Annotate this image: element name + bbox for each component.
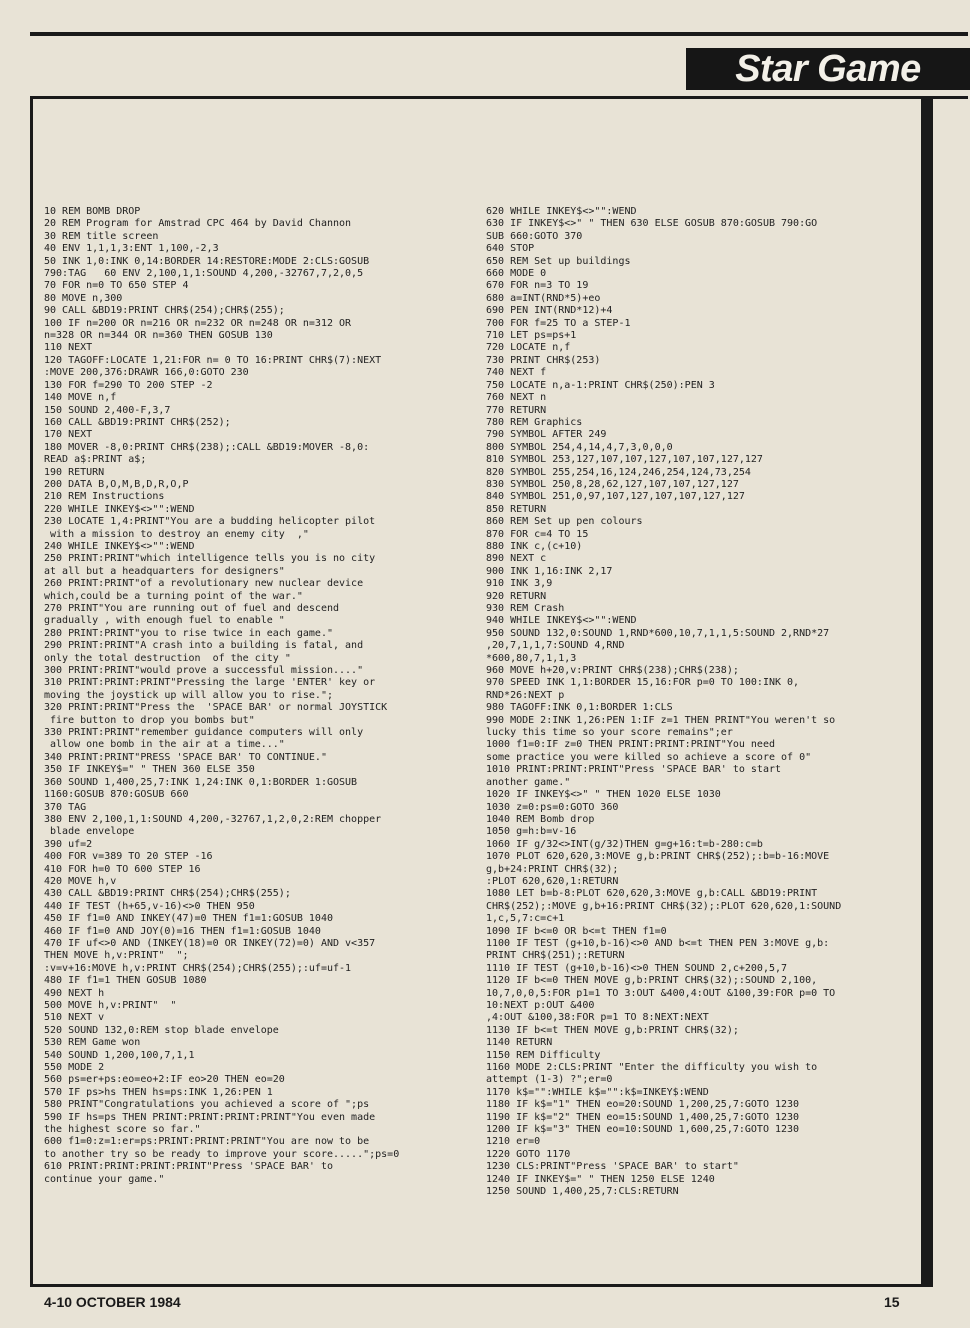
- code-line: 30 REM title screen: [44, 230, 159, 242]
- code-line: continue your game.": [44, 1173, 165, 1185]
- top-rule: [30, 32, 968, 36]
- code-line: ,4:OUT &100,38:FOR p=1 TO 8:NEXT:NEXT: [486, 1012, 709, 1024]
- code-line: 1080 LET b=b-8:PLOT 620,620,3:MOVE g,b:CALL &BD19:PRINT: [486, 888, 818, 900]
- code-line: 980 TAGOFF:INK 0,1:BORDER 1:CLS: [486, 702, 673, 714]
- code-line: 190 RETURN: [44, 466, 105, 478]
- code-line: which,could be a turning point of the war.": [44, 590, 303, 602]
- listing-right-column: [486, 206, 910, 1199]
- code-line: to another try so be ready to improve your score.....";ps=0: [44, 1148, 400, 1160]
- code-line: 620 WHILE INKEY$<>"":WEND: [486, 206, 637, 217]
- code-line: 250 PRINT:PRINT"which intelligence tells you is no city: [44, 553, 376, 565]
- code-line: 1210 er=0: [486, 1136, 541, 1148]
- code-line: some practice you were killed so achieve a score of 0": [486, 751, 812, 763]
- code-line: 490 NEXT h: [44, 987, 105, 999]
- code-line: 380 ENV 2,100,1,1:SOUND 4,200,-32767,1,2,0,2:REM chopper: [44, 813, 382, 825]
- code-line: :PLOT 620,620,1:RETURN: [486, 875, 619, 887]
- code-line: 440 IF TEST (h+65,v-16)<>0 THEN 950: [44, 900, 255, 912]
- code-line: 230 LOCATE 1,4:PRINT"You are a budding helicopter pilot: [44, 516, 376, 528]
- code-line: 1140 RETURN: [486, 1037, 553, 1049]
- code-line: at all but a headquarters for designers": [44, 565, 285, 577]
- code-line: 210 REM Instructions: [44, 491, 165, 503]
- code-line: 910 INK 3,9: [486, 578, 553, 590]
- code-line: 760 NEXT n: [486, 392, 547, 404]
- code-line: only the total destruction of the city ": [44, 652, 291, 664]
- code-line: 50 INK 1,0:INK 0,14:BORDER 14:RESTORE:MODE 2:CLS:GOSUB: [44, 255, 370, 267]
- code-line: 660 MODE 0: [486, 268, 547, 280]
- code-line: 820 SYMBOL 255,254,16,124,246,254,124,73,254: [486, 466, 751, 478]
- code-line: 1090 IF b<=0 OR b<=t THEN f1=0: [486, 925, 667, 937]
- code-line: CHR$(252);:MOVE g,b+16:PRINT CHR$(32);:PLOT 620,620,1:SOUND: [486, 900, 842, 912]
- code-line: moving the joystick up will allow you to rise.";: [44, 689, 333, 701]
- code-line: 860 REM Set up pen colours: [486, 516, 643, 528]
- code-line: 590 IF hs=ps THEN PRINT:PRINT:PRINT:PRINT"You even made: [44, 1111, 376, 1123]
- code-line: 370 TAG: [44, 801, 87, 813]
- code-line: 170 NEXT: [44, 429, 93, 441]
- code-line: READ a$:PRINT a$;: [44, 454, 147, 466]
- code-line: 1100 IF TEST (g+10,b-16)<>0 AND b<=t THEN PEN 3:MOVE g,b:: [486, 937, 830, 949]
- code-line: attempt (1-3) ?";er=0: [486, 1074, 613, 1086]
- code-line: 680 a=INT(RND*5)+eo: [486, 292, 601, 304]
- code-line: RND*26:NEXT p: [486, 689, 565, 701]
- code-line: 720 LOCATE n,f: [486, 342, 571, 354]
- code-line: 1180 IF k$="1" THEN eo=20:SOUND 1,200,25,7:GOTO 1230: [486, 1099, 800, 1111]
- code-line: 940 WHILE INKEY$<>"":WEND: [486, 615, 637, 627]
- page-number: 15: [884, 1294, 900, 1310]
- code-line: blade envelope: [44, 826, 135, 838]
- code-line: 1060 IF g/32<>INT(g/32)THEN g=g+16:t=b-280:c=b: [486, 838, 763, 850]
- code-line: :v=v+16:MOVE h,v:PRINT CHR$(254);CHR$(255);:uf=uf-1: [44, 962, 352, 974]
- header-rule: [30, 96, 968, 99]
- code-line: 200 DATA B,O,M,B,D,R,O,P: [44, 478, 189, 490]
- code-line: 900 INK 1,16:INK 2,17: [486, 565, 613, 577]
- code-line: 320 PRINT:PRINT"Press the 'SPACE BAR' or normal JOYSTICK: [44, 702, 388, 714]
- code-line: 160 CALL &BD19:PRINT CHR$(252);: [44, 416, 231, 428]
- code-line: 300 PRINT:PRINT"would prove a successful mission....": [44, 665, 364, 677]
- code-line: 1020 IF INKEY$<>" " THEN 1020 ELSE 1030: [486, 789, 721, 801]
- code-line: 330 PRINT:PRINT"remember guidance computers will only: [44, 727, 364, 739]
- code-line: 1,c,5,7:c=c+1: [486, 913, 565, 925]
- code-line: lucky this time so your score remains";er: [486, 727, 733, 739]
- frame-left-border: [30, 96, 33, 1286]
- code-line: 360 SOUND 1,400,25,7:INK 1,24:INK 0,1:BORDER 1:GOSUB: [44, 776, 358, 788]
- section-title-badge: Star Game: [686, 48, 970, 90]
- code-line: 1160:GOSUB 870:GOSUB 660: [44, 789, 189, 801]
- code-line: 610 PRINT:PRINT:PRINT:PRINT"Press 'SPACE BAR' to: [44, 1161, 333, 1173]
- code-line: ,20,7,1,1,7:SOUND 4,RND: [486, 640, 625, 652]
- code-line: 640 STOP: [486, 243, 535, 255]
- code-line: with a mission to destroy an enemy city ,": [44, 528, 309, 540]
- code-line: 850 RETURN: [486, 503, 547, 515]
- code-line: 990 MODE 2:INK 1,26:PEN 1:IF z=1 THEN PRINT"You weren't so: [486, 714, 836, 726]
- code-line: 630 IF INKEY$<>" " THEN 630 ELSE GOSUB 870:GOSUB 790:GO: [486, 218, 818, 230]
- code-line: 790 SYMBOL AFTER 249: [486, 429, 607, 441]
- code-line: 140 MOVE n,f: [44, 392, 117, 404]
- code-line: 420 MOVE h,v: [44, 875, 117, 887]
- frame-bottom-border: [30, 1284, 933, 1287]
- code-line: 1120 IF b<=0 THEN MOVE g,b:PRINT CHR$(32);:SOUND 2,100,: [486, 975, 818, 987]
- code-line: 600 f1=0:z=1:er=ps:PRINT:PRINT:PRINT"You are now to be: [44, 1136, 370, 1148]
- code-line: 40 ENV 1,1,1,3:ENT 1,100,-2,3: [44, 243, 219, 255]
- code-line: 830 SYMBOL 250,8,28,62,127,107,107,127,127: [486, 478, 739, 490]
- code-line: 540 SOUND 1,200,100,7,1,1: [44, 1049, 195, 1061]
- code-line: 310 PRINT:PRINT:PRINT"Pressing the large 'ENTER' key or: [44, 677, 376, 689]
- code-line: PRINT CHR$(251);:RETURN: [486, 950, 625, 962]
- code-line: 470 IF uf<>0 AND (INKEY(18)=0 OR INKEY(72)=0) AND v<357: [44, 937, 376, 949]
- code-line: 390 uf=2: [44, 838, 93, 850]
- code-line: 1110 IF TEST (g+10,b-16)<>0 THEN SOUND 2,c+200,5,7: [486, 962, 788, 974]
- code-line: 10:NEXT p:OUT &400: [486, 1000, 595, 1011]
- code-line: 550 MODE 2: [44, 1062, 105, 1074]
- code-line: 1050 g=h:b=v-16: [486, 826, 577, 838]
- code-line: 20 REM Program for Amstrad CPC 464 by David Channon: [44, 218, 352, 230]
- code-line: 240 WHILE INKEY$<>"":WEND: [44, 540, 195, 552]
- code-line: 920 RETURN: [486, 590, 547, 602]
- code-line: 1150 REM Difficulty: [486, 1049, 601, 1061]
- code-line: 1200 IF k$="3" THEN eo=10:SOUND 1,600,25,7:GOTO 1230: [486, 1124, 800, 1136]
- code-line: 130 FOR f=290 TO 200 STEP -2: [44, 379, 213, 391]
- code-line: 700 FOR f=25 TO a STEP-1: [486, 317, 631, 329]
- code-line: 1010 PRINT:PRINT:PRINT"Press 'SPACE BAR' to start: [486, 764, 782, 776]
- code-line: 410 FOR h=0 TO 600 STEP 16: [44, 863, 201, 875]
- code-line: 560 ps=er+ps:eo=eo+2:IF eo>20 THEN eo=20: [44, 1074, 285, 1086]
- code-line: 480 IF f1=1 THEN GOSUB 1080: [44, 975, 207, 987]
- code-line: gradually , with enough fuel to enable ": [44, 615, 285, 627]
- code-line: 780 REM Graphics: [486, 416, 583, 428]
- code-line: 1240 IF INKEY$=" " THEN 1250 ELSE 1240: [486, 1173, 715, 1185]
- code-line: 1170 k$="":WHILE k$="":k$=INKEY$:WEND: [486, 1086, 709, 1098]
- code-line: 1030 z=0:ps=0:GOTO 360: [486, 801, 619, 813]
- code-line: 220 WHILE INKEY$<>"":WEND: [44, 503, 195, 515]
- code-line: 110 NEXT: [44, 342, 93, 354]
- code-line: 930 REM Crash: [486, 603, 565, 614]
- code-line: 270 PRINT"You are running out of fuel and descend: [44, 603, 340, 614]
- code-line: 770 RETURN: [486, 404, 547, 416]
- code-line: 750 LOCATE n,a-1:PRINT CHR$(250):PEN 3: [486, 379, 715, 391]
- code-line: 690 PEN INT(RND*12)+4: [486, 305, 613, 317]
- code-line: 1160 MODE 2:CLS:PRINT "Enter the difficulty you wish to: [486, 1062, 818, 1074]
- code-line: 1190 IF k$="2" THEN eo=15:SOUND 1,400,25,7:GOTO 1230: [486, 1111, 800, 1123]
- listing-left-column: [44, 206, 464, 1186]
- code-line: 180 MOVER -8,0:PRINT CHR$(238);:CALL &BD19:MOVER -8,0:: [44, 441, 370, 453]
- code-line: 890 NEXT c: [486, 553, 547, 565]
- code-line: 650 REM Set up buildings: [486, 255, 631, 267]
- code-line: 120 TAGOFF:LOCATE 1,21:FOR n= 0 TO 16:PRINT CHR$(7):NEXT: [44, 354, 382, 366]
- code-line: 710 LET ps=ps+1: [486, 330, 577, 342]
- code-line: 150 SOUND 2,400-F,3,7: [44, 404, 171, 416]
- code-line: 740 NEXT f: [486, 367, 547, 379]
- footer-date: 4-10 OCTOBER 1984: [44, 1294, 181, 1310]
- code-line: allow one bomb in the air at a time...": [44, 739, 285, 751]
- code-line: 810 SYMBOL 253,127,107,107,127,107,107,127,127: [486, 454, 763, 466]
- code-line: 90 CALL &BD19:PRINT CHR$(254);CHR$(255);: [44, 305, 285, 317]
- code-line: 950 SOUND 132,0:SOUND 1,RND*600,10,7,1,1,5:SOUND 2,RND*27: [486, 627, 830, 639]
- code-line: 290 PRINT:PRINT"A crash into a building is fatal, and: [44, 640, 364, 652]
- code-line: 870 FOR c=4 TO 15: [486, 528, 589, 540]
- code-line: 840 SYMBOL 251,0,97,107,127,107,107,127,127: [486, 491, 745, 503]
- code-line: 80 MOVE n,300: [44, 292, 123, 304]
- code-line: 460 IF f1=0 AND JOY(0)=16 THEN f1=1:GOSUB 1040: [44, 925, 321, 937]
- code-line: 730 PRINT CHR$(253): [486, 354, 601, 366]
- code-line: 400 FOR v=389 TO 20 STEP -16: [44, 851, 213, 863]
- code-line: 570 IF ps>hs THEN hs=ps:INK 1,26:PEN 1: [44, 1086, 273, 1098]
- code-line: another game.": [486, 776, 571, 788]
- code-line: 10,7,0,0,5:FOR p1=1 TO 3:OUT &400,4:OUT &100,39:FOR p=0 TO: [486, 987, 836, 999]
- code-line: 880 INK c,(c+10): [486, 540, 583, 552]
- code-line: 350 IF INKEY$=" " THEN 360 ELSE 350: [44, 764, 255, 776]
- code-line: 1250 SOUND 1,400,25,7:CLS:RETURN: [486, 1186, 679, 1198]
- code-line: g,b+24:PRINT CHR$(32);: [486, 863, 619, 875]
- code-line: 1230 CLS:PRINT"Press 'SPACE BAR' to start": [486, 1161, 739, 1173]
- code-line: 260 PRINT:PRINT"of a revolutionary new nuclear device: [44, 578, 364, 590]
- code-line: 520 SOUND 132,0:REM stop blade envelope: [44, 1024, 279, 1036]
- code-line: the highest score so far.": [44, 1124, 201, 1136]
- code-line: 970 SPEED INK 1,1:BORDER 15,16:FOR p=0 TO 100:INK 0,: [486, 677, 800, 689]
- code-line: 450 IF f1=0 AND INKEY(47)=0 THEN f1=1:GOSUB 1040: [44, 913, 333, 925]
- code-line: *600,80,7,1,1,3: [486, 652, 577, 664]
- code-line: 1040 REM Bomb drop: [486, 813, 595, 825]
- code-line: 530 REM Game won: [44, 1037, 141, 1049]
- code-line: :MOVE 200,376:DRAWR 166,0:GOTO 230: [44, 367, 249, 379]
- code-line: 790:TAG 60 ENV 2,100,1,1:SOUND 4,200,-32767,7,2,0,5: [44, 268, 364, 280]
- code-line: 430 CALL &BD19:PRINT CHR$(254);CHR$(255);: [44, 888, 291, 900]
- code-line: 70 FOR n=0 TO 650 STEP 4: [44, 280, 189, 292]
- code-line: 1220 GOTO 1170: [486, 1148, 571, 1160]
- code-line: fire button to drop you bombs but": [44, 714, 255, 726]
- code-line: 960 MOVE h+20,v:PRINT CHR$(238);CHR$(238);: [486, 665, 739, 677]
- code-line: 1130 IF b<=t THEN MOVE g,b:PRINT CHR$(32);: [486, 1024, 739, 1036]
- code-line: 280 PRINT:PRINT"you to rise twice in each game.": [44, 627, 333, 639]
- frame-right-border: [921, 96, 933, 1286]
- code-line: 670 FOR n=3 TO 19: [486, 280, 589, 292]
- code-line: 1000 f1=0:IF z=0 THEN PRINT:PRINT:PRINT"You need: [486, 739, 775, 751]
- code-line: 500 MOVE h,v:PRINT" ": [44, 1000, 177, 1011]
- code-line: 580 PRINT"Congratulations you achieved a score of ";ps: [44, 1099, 370, 1111]
- code-line: 800 SYMBOL 254,4,14,4,7,3,0,0,0: [486, 441, 673, 453]
- code-line: SUB 660:GOTO 370: [486, 230, 583, 242]
- code-line: 1070 PLOT 620,620,3:MOVE g,b:PRINT CHR$(252);:b=b-16:MOVE: [486, 851, 830, 863]
- code-line: 10 REM BOMB DROP: [44, 206, 141, 217]
- code-line: THEN MOVE h,v:PRINT" ";: [44, 950, 189, 962]
- code-line: 100 IF n=200 OR n=216 OR n=232 OR n=248 OR n=312 OR: [44, 317, 352, 329]
- code-line: n=328 OR n=344 OR n=360 THEN GOSUB 130: [44, 330, 273, 342]
- code-line: 510 NEXT v: [44, 1012, 105, 1024]
- code-line: 340 PRINT:PRINT"PRESS 'SPACE BAR' TO CONTINUE.": [44, 751, 327, 763]
